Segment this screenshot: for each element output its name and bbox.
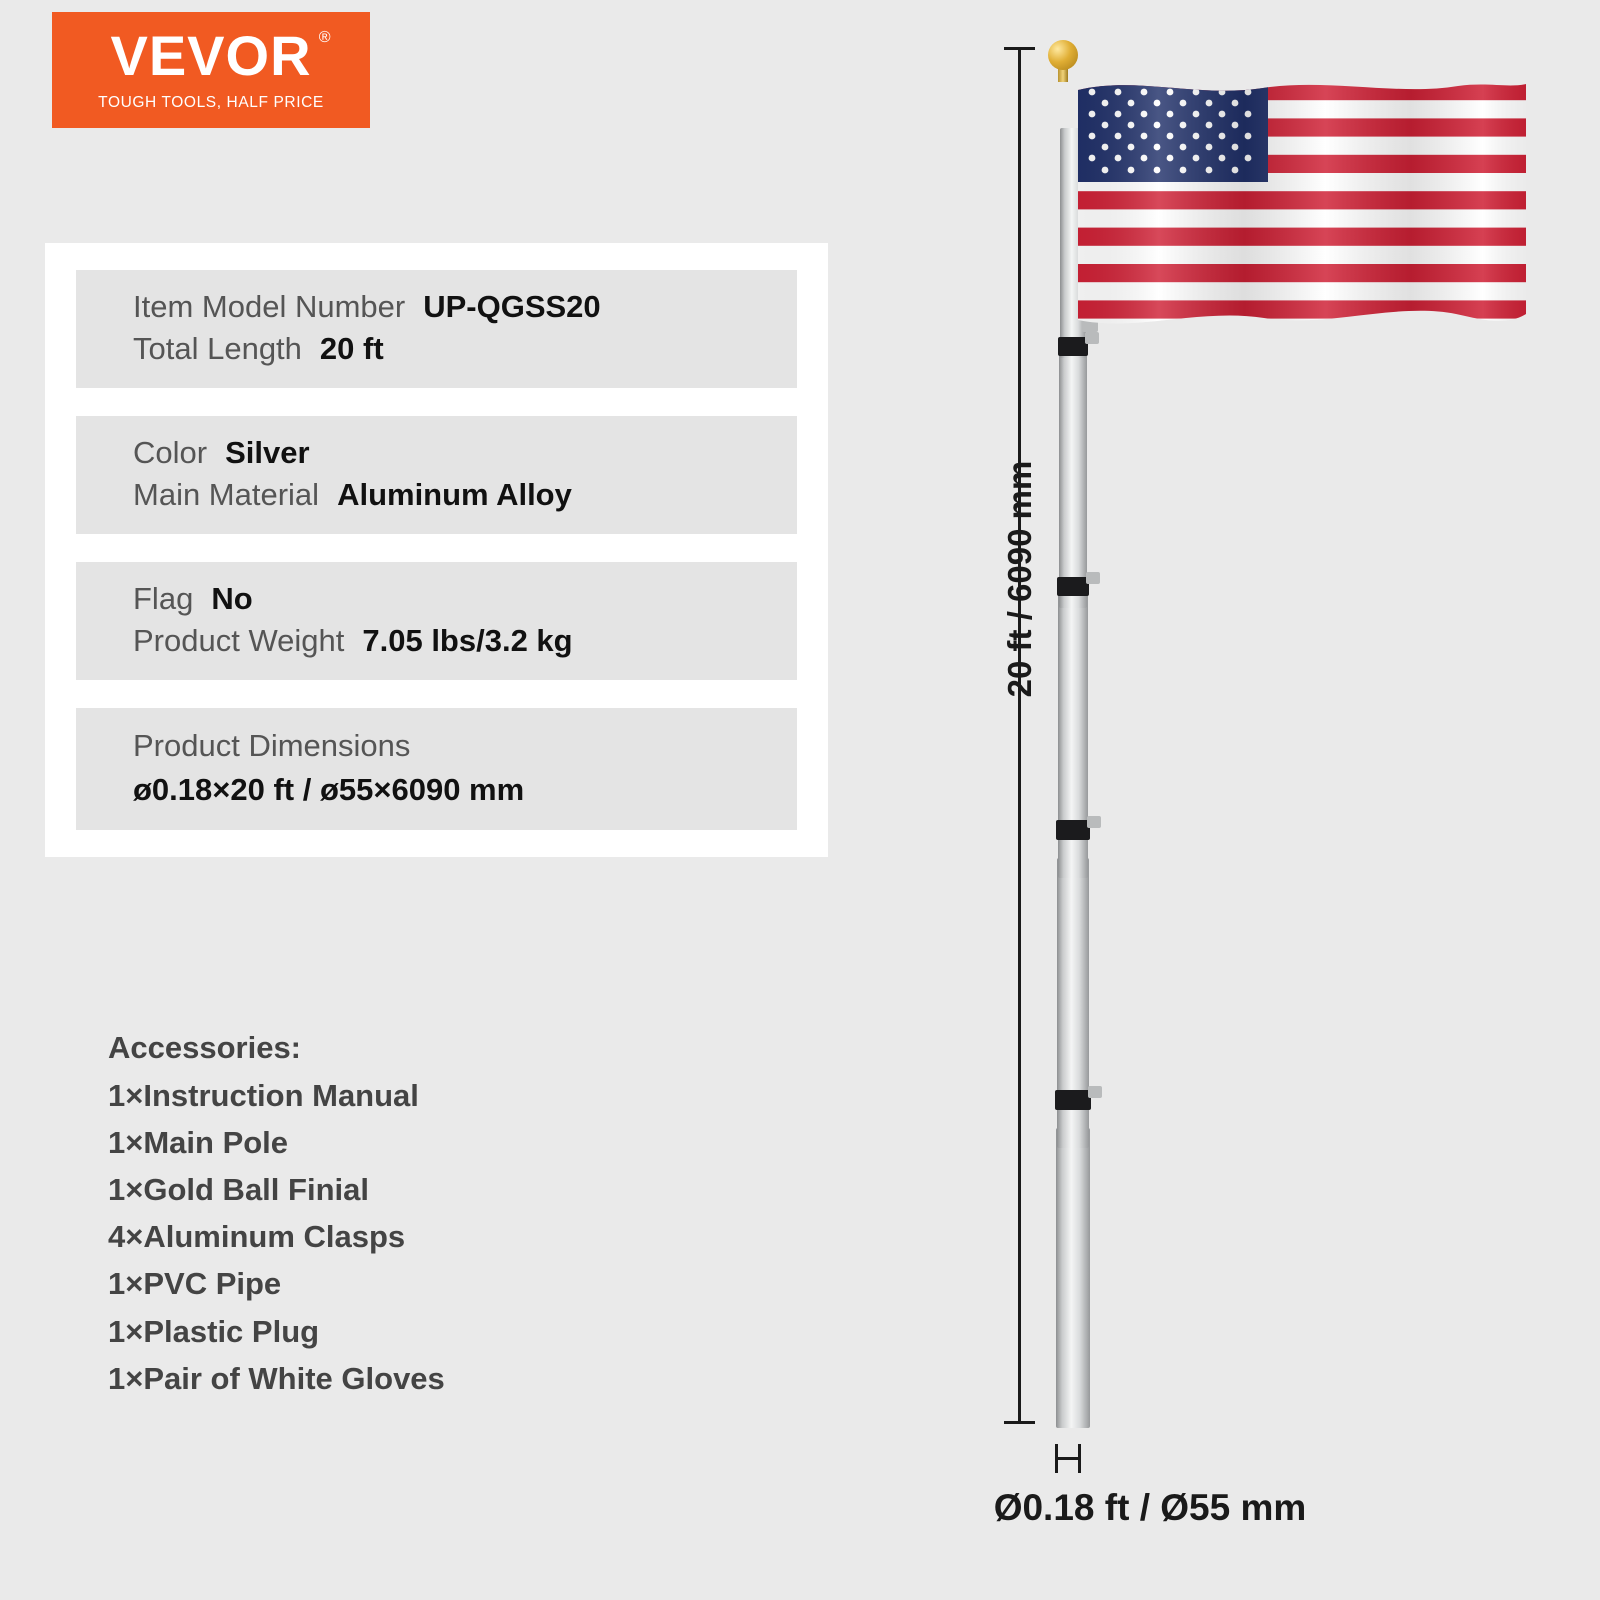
registered-trademark-icon: ® [318, 29, 332, 46]
spec-row-product-dimensions [133, 724, 797, 812]
spec-value: 7.05 lbs/3.2 kg [362, 623, 573, 658]
height-dimension-label: 20 ft / 6090 mm [1001, 460, 1038, 698]
brand-name [110, 24, 332, 87]
spec-value: UP-QGSS20 [423, 289, 601, 324]
diameter-dimension-tick-left [1055, 1444, 1058, 1473]
accessories-title: Accessories: [108, 1030, 302, 1065]
spec-label: Product Weight [133, 623, 345, 658]
spec-row-flag [133, 578, 797, 620]
diameter-dimension-label: Ø0.18 ft / Ø55 mm [993, 1487, 1307, 1528]
product-illustration [930, 0, 1600, 1600]
spec-row-total-length [133, 328, 797, 370]
spec-value: Silver [225, 435, 310, 470]
pole-section-1 [1056, 1128, 1090, 1428]
spec-row-model-number [133, 286, 797, 328]
list-item: 1×Main Pole [108, 1125, 289, 1161]
aluminum-clasp [1057, 577, 1089, 596]
usa-flag [1078, 82, 1528, 347]
spec-row-main-material [133, 474, 797, 516]
spec-label: Flag [133, 581, 194, 616]
list-item: 1×Instruction Manual [108, 1078, 419, 1113]
spec-label: Total Length [133, 331, 302, 366]
gold-ball-finial-icon [1048, 40, 1078, 70]
spec-group-flag-weight [76, 562, 797, 680]
pole-section-4 [1059, 338, 1087, 608]
list-item: 1×Gold Ball Finial [108, 1172, 369, 1208]
list-item: 1×Plastic Plug [108, 1313, 320, 1349]
list-item: 1×PVC Pipe [108, 1266, 282, 1302]
specification-card [45, 243, 828, 857]
spec-value: No [211, 581, 253, 616]
brand-name-text: VEVOR [110, 24, 312, 87]
aluminum-clasp [1056, 820, 1090, 840]
clasp-tab-icon [1086, 572, 1100, 584]
aluminum-clasp [1055, 1090, 1091, 1110]
height-dimension-tick-top [1004, 47, 1035, 50]
spec-group-material [76, 416, 797, 534]
list-item: 4×Aluminum Clasps [108, 1219, 406, 1255]
accessories-list [108, 1030, 748, 1402]
clasp-tab-icon [1087, 816, 1101, 828]
brand-tagline: TOUGH TOOLS, HALF PRICE [98, 94, 324, 111]
spec-label: Product Dimensions [133, 728, 411, 763]
spec-group-model [76, 270, 797, 388]
spec-row-product-weight [133, 620, 797, 662]
spec-value: 20 ft [319, 331, 384, 366]
height-dimension-tick-bottom [1004, 1421, 1035, 1424]
spec-value: ø0.18×20 ft / ø55×6090 mm [133, 772, 525, 807]
diameter-dimension-tick-right [1078, 1444, 1081, 1473]
spec-group-dimensions [76, 708, 797, 830]
clasp-tab-icon [1088, 1086, 1102, 1098]
spec-label: Item Model Number [133, 289, 406, 324]
spec-row-color [133, 432, 797, 474]
spec-label: Color [133, 435, 208, 470]
spec-label: Main Material [133, 477, 320, 512]
usa-flag-svg [1078, 82, 1528, 347]
spec-value: Aluminum Alloy [337, 477, 572, 512]
brand-logo [52, 12, 370, 128]
list-item: 1×Pair of White Gloves [108, 1360, 445, 1396]
height-dimension-line [1018, 47, 1021, 1424]
